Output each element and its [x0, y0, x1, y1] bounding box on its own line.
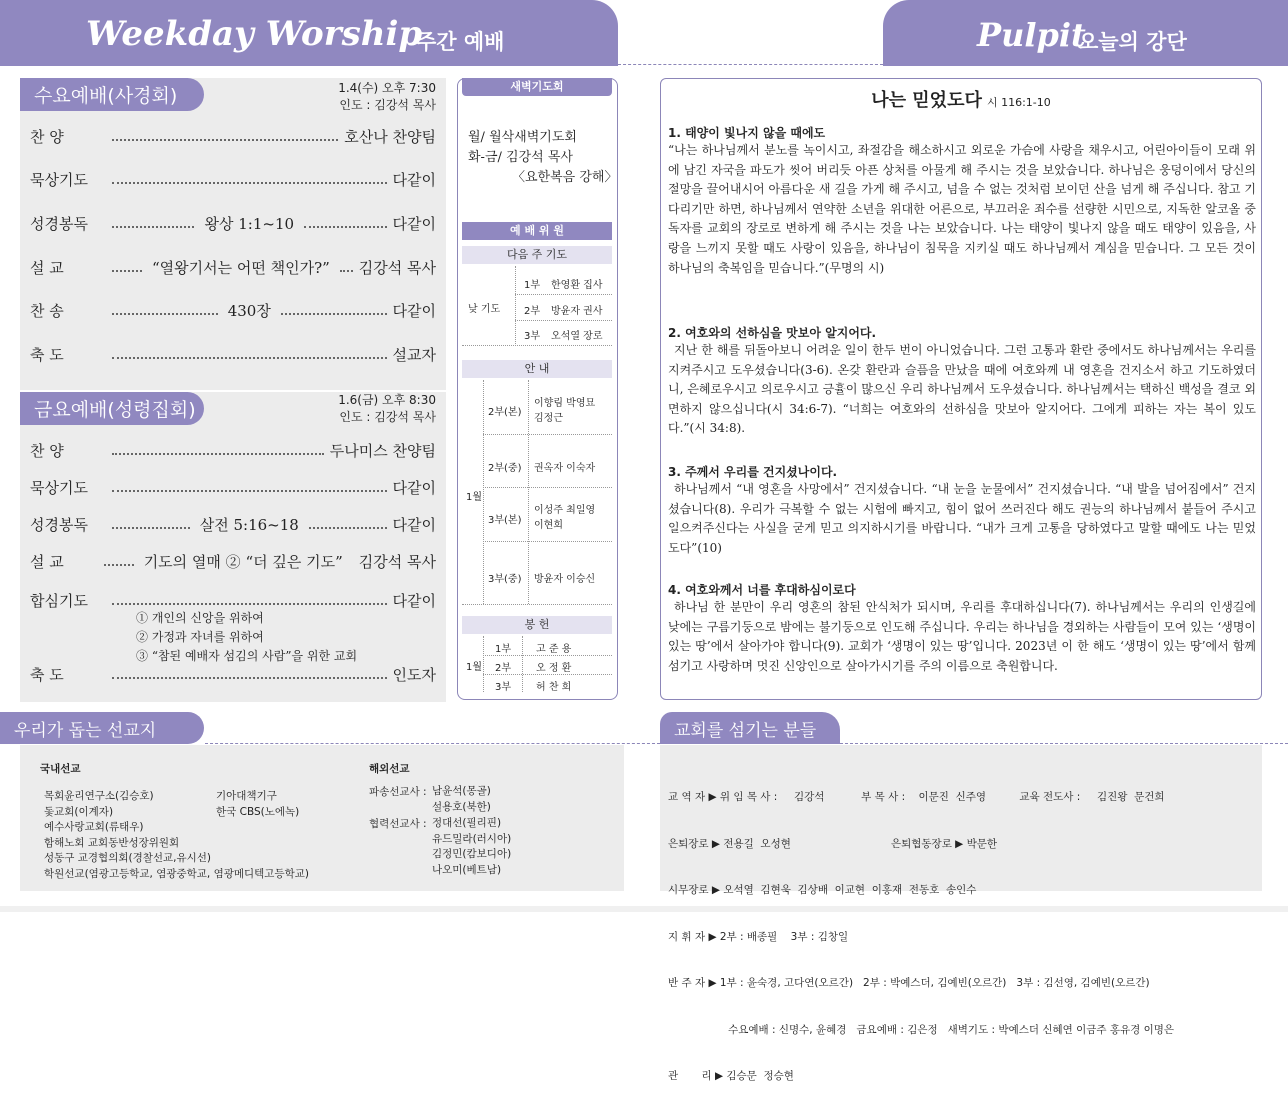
overseas-title: 해외선교	[369, 763, 410, 775]
prayer-name: 한영환 집사	[551, 280, 603, 291]
dawn-weekdays: 화-금/ 김강석 목사	[468, 150, 573, 165]
wednesday-time	[250, 80, 436, 114]
fri-row-benediction: 축 도 인도자	[30, 665, 436, 684]
day-prayer-label: 낮 기도	[468, 304, 501, 315]
bottom-strip	[0, 906, 1288, 912]
prayer-part: 2부	[524, 306, 541, 317]
guide-title: 안 내	[462, 360, 612, 378]
guide-part: 3부(본)	[488, 515, 522, 526]
wed-row-benediction: 축 도 설교자	[30, 345, 436, 364]
sent-label: 파송선교사 :	[369, 786, 427, 798]
fri-row-praise: 찬 양 두나미스 찬양팀	[30, 441, 436, 460]
sermon-heading-4: 4. 여호와께서 너를 후대하심이로다	[668, 583, 856, 597]
servant-row: 지 휘 자 ▶ 2부 : 배종필 3부 : 김창일	[668, 930, 849, 943]
offering-name: 오 정 환	[536, 663, 572, 674]
servant-row: 반 주 자 ▶ 1부 : 윤숙경, 고다연(오르간) 2부 : 박예스더, 김예빈(오르간) 3부 : 김선영, 김예빈(오르간)	[668, 977, 1150, 989]
dawn-series: 〈요한복음 강해〉	[512, 170, 618, 185]
offering-name: 고 준 용	[536, 644, 572, 655]
fri-row-meditation: 묵상기도 다같이	[30, 478, 436, 497]
partner-label: 협력선교사 :	[369, 818, 427, 830]
prayer-part: 3부	[524, 331, 541, 342]
sermon-title-line	[660, 86, 1262, 112]
prayer-topic: ② 가정과 자녀를 위하여	[136, 630, 264, 644]
fri-row-reading: 성경봉독 살전 5:16~18 다같이	[30, 515, 437, 534]
servant-row: 관 리 ▶ 김승문 정승현	[668, 1070, 794, 1082]
wed-row-reading: 성경봉독 왕상 1:1~10 다같이	[30, 214, 436, 233]
fri-row-sermon: 설 교 기도의 열매 ② “더 깊은 기도” 김강석 목사	[30, 552, 436, 571]
guide-part: 2부(중)	[488, 463, 522, 474]
servants-title: 교회를 섬기는 분들	[660, 712, 840, 744]
friday-leader: 인도 : 김강석 목사	[339, 410, 436, 424]
offering-name: 허 찬 희	[536, 682, 572, 693]
servant-row: 시무장로 ▶ 오석열 김현욱 김상배 이교현 이홍재 전동호 송인수	[668, 884, 977, 896]
header-pulpit-korean: 오늘의 강단	[1078, 30, 1187, 54]
header-weekday-worship-tab	[0, 0, 618, 66]
committee-title: 예 배 위 원	[462, 222, 612, 240]
wed-row-praise: 찬 양 호산나 찬양팀	[30, 127, 436, 146]
guide-names: 이성주 최일영 이현희	[534, 505, 596, 531]
dawn-title: 새벽기도회	[462, 78, 612, 96]
sermon-reference: 시 116:1-10	[986, 96, 1051, 109]
offering-part: 2부	[495, 663, 512, 674]
wednesday-leader: 인도 : 김강석 목사	[339, 98, 436, 112]
guide-month: 1월	[466, 492, 483, 503]
domestic-title: 국내선교	[40, 763, 81, 775]
partner-list: 정대선(필리핀) 유드밀라(러시아) 김정민(캄보디아) 나오미(베트남)	[432, 817, 512, 876]
sermon-body-2: 지난 한 해를 뒤돌아보니 어려운 일이 한두 번이 아니었습니다. 그런 고통과 환란 중에서도 하나님께서는 우리를 지켜주시고 도우셨습니다(3-6). 온갖 환란과 슬픔을 만났을 때에 여호와께 내 영혼을 건지소서 하고 기도하였더니, 은혜로우시고 의로우시고 긍휼이 많으신 우리 하나님께서 도우셨습니다. 하나님께서는 택하신 백성을 결코 외면하지 않으십니다(시 34:6-7). “너희는 여호와의 선하심을 맛보아 알지어다. 그에게 피하는 자는 복이 있도다.”(시 34:8).	[668, 343, 1256, 436]
wed-row-sermon: 설 교 “열왕기서는 어떤 책인가?” 김강석 목사	[30, 258, 436, 277]
friday-title: 금요예배(성령집회)	[20, 392, 204, 425]
prayer-topic: ③ “참된 예배자 섬김의 사람”을 위한 교회	[136, 649, 358, 663]
domestic-list-left: 목회윤리연구소(김승호) 돛교회(이계자) 예수사랑교회(류태우) 함해노회 교회동반성장위원회 성동구 교경협의회(경찰선교,유시선) 학원선교(염광고등학교, 염광중학교, 염광메디텍고등학교)	[44, 790, 309, 880]
missions-divider	[205, 743, 660, 744]
sermon-title: 나는 믿었도다	[871, 90, 982, 111]
friday-prayer-topics	[136, 609, 357, 666]
sermon-heading-1: 1. 태양이 빛나지 않을 때에도	[668, 126, 826, 140]
offering-month: 1월	[466, 662, 483, 673]
header-pulpit-tab	[883, 0, 1288, 66]
sermon-heading-3: 3. 주께서 우리를 건지셨나이다.	[668, 465, 838, 479]
sermon-body-3: 하나님께서 “내 영혼을 사망에서” 건지셨습니다. “내 눈을 눈물에서” 건지셨습니다. “내 발을 넘어짐에서” 건지셨습니다(8). 우리가 극복할 수 없는 시험에 빠지고, 힘이 없어 쓰러진다 해도 권능의 하나님께서 붙들어 주시고 일으켜주신다는 사실을 굳게 믿고 의지하시기를 바랍니다. “내가 크게 고통을 당하였다고 말할 때에도 나는 믿었도다”(10)	[668, 482, 1256, 555]
sermon-body-4: 하나님 한 분만이 우리 영혼의 참된 안식처가 되시며, 우리를 후대하십니다(7). 하나님께서는 우리의 인생길에 낮에는 구름기둥으로 밤에는 불기둥으로 인도해 주십니다. 우리는 하나님을 경외하는 사람들이 모여 있는 ‘생명이 있는 땅’에서 살아가야 합니다(9). 교회가 ‘생명이 있는 땅’입니다. 2023년 이 한 해도 ‘생명이 있는 땅’에서 함께 섬기고 사랑하며 멋진 신앙인으로 살아가시기를 주의 이름으로 축원합니다.	[668, 600, 1256, 673]
sermon-body-1: “나는 하나님께서 분노를 녹이시고, 좌절감을 해소하시고 외로운 가슴에 사랑을 채우시고, 어린아이들이 모래 위에 남긴 자국을 파도가 씻어 버리듯 아픈 상처를 아물게 해 주시는 것을 보았습니다. 하나님은 웅덩이에서 당신의 절망을 끌어내시어 아름다운 새 길을 가게 해 주시고, 넘을 수 없는 것처럼 보이던 산을 넘게 해 주십니다. 참고 기다리기만 하면, 하나님께서 연약한 소년을 위대한 어른으로, 부끄러운 죄수를 선량한 시민으로, 지독한 알코올 중독자를 교회의 장로로 변하게 해 주시는 것을 나는 보았습니다. 나는 태양이 빛나지 않을 때도 태양이 있음을, 사랑을 느끼지 못할 때도 사랑이 있음을, 하나님이 침묵을 지키실 때도 하나님께서 계심을 믿습니다. 그 모든 것이 하나님의 축복임을 믿습니다.”(무명의 시)	[668, 143, 1256, 275]
offering-part: 1부	[495, 644, 512, 655]
header-weekday-script: Weekday Worship	[86, 14, 423, 54]
domestic-list-right: 기아대책기구 한국 CBS(노에녹)	[216, 790, 300, 818]
guide-names: 이향림 박영묘 김정근	[534, 398, 596, 424]
fri-row-unison-prayer: 합심기도 다같이	[30, 591, 436, 610]
offering-title: 봉 헌	[462, 616, 612, 634]
wednesday-title: 수요예배(사경회)	[20, 78, 204, 111]
header-pulpit-script: Pulpit	[977, 16, 1086, 54]
missions-title: 우리가 돕는 선교지	[0, 712, 204, 744]
sent-list: 남윤석(몽골) 설용호(북한)	[432, 785, 491, 813]
dawn-info	[468, 128, 617, 188]
guide-part: 3부(중)	[488, 574, 522, 585]
wed-row-meditation: 묵상기도 다같이	[30, 170, 436, 189]
friday-time	[250, 392, 436, 426]
guide-names: 권옥자 이숙자	[534, 463, 596, 474]
servant-row: 수요예배 : 신명수, 윤혜경 금요예배 : 김은정 새벽기도 : 박예스더 신혜연 이금주 홍유경 이명은	[668, 1023, 1175, 1036]
wed-row-hymn: 찬 송 430장 다같이	[30, 301, 437, 320]
servants-list	[668, 759, 1174, 1100]
dawn-monday: 월/ 월삭새벽기도회	[468, 130, 577, 145]
friday-date: 1.6(금) 오후 8:30	[338, 393, 436, 407]
guide-part: 2부(본)	[488, 407, 522, 418]
prayer-name: 방윤자 권사	[551, 306, 603, 317]
offering-part: 3부	[495, 682, 512, 693]
prayer-topic: ① 개인의 신앙을 위하여	[136, 611, 264, 625]
next-prayer-title: 다음 주 기도	[462, 246, 612, 264]
header-divider	[618, 64, 883, 65]
prayer-part: 1부	[524, 280, 541, 291]
header-weekday-korean: 주간 예배	[416, 30, 505, 54]
sermon-heading-2: 2. 여호와의 선하심을 맛보아 알지어다.	[668, 326, 877, 340]
prayer-name: 오석열 장로	[551, 331, 603, 342]
servant-row: 교 역 자 ▶ 위 임 목 사 : 김강석 부 목 사 : 이문진 신주영 교육 전도사 : 김진왕 문건희	[668, 791, 1165, 803]
guide-names: 방윤자 이승신	[534, 574, 596, 585]
servant-row: 은퇴장로 ▶ 전용길 오성현 은퇴협동장로 ▶ 박문한	[668, 837, 998, 850]
wednesday-date: 1.4(수) 오후 7:30	[338, 81, 436, 95]
servants-divider	[840, 743, 1288, 744]
